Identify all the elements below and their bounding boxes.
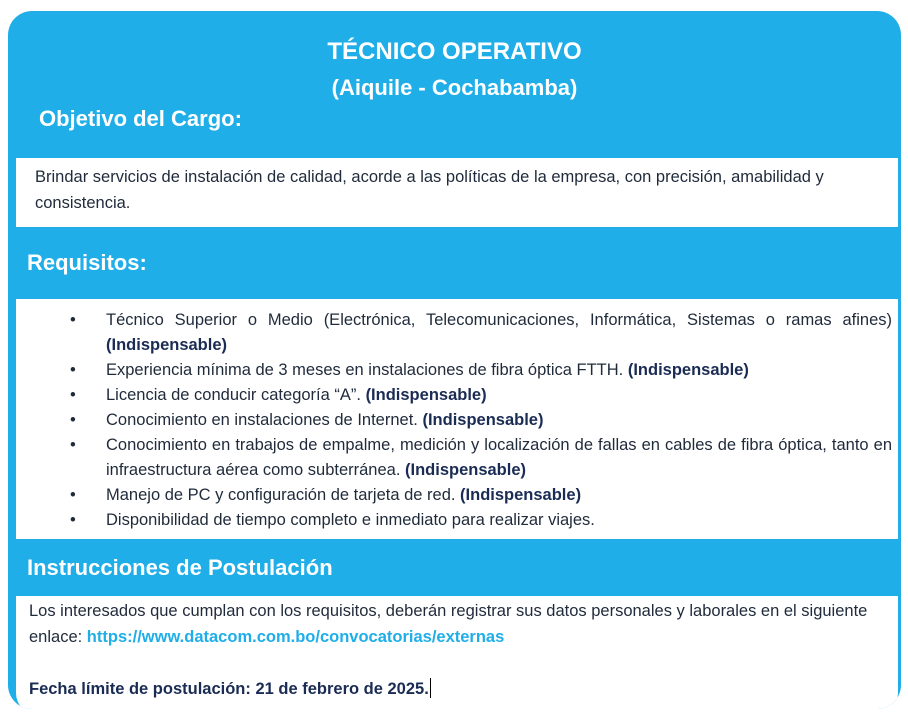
instrucciones-text xyxy=(29,598,889,650)
deadline-text xyxy=(29,676,431,702)
requisito-tag: (Indispensable) xyxy=(365,386,487,404)
text-cursor xyxy=(430,678,431,698)
requisito-item xyxy=(70,483,892,508)
bullet-icon: • xyxy=(70,386,76,404)
requisito-item xyxy=(70,358,892,383)
requisito-tag: (Indispensable) xyxy=(405,461,527,479)
job-posting-card xyxy=(8,11,901,709)
requisito-text: Experiencia mínima de 3 meses en instalaciones de fibra óptica FTTH. xyxy=(106,361,628,379)
instrucciones-heading: Instrucciones de Postulación xyxy=(27,555,333,580)
application-link[interactable]: https://www.datacom.com.bo/convocatorias/externas xyxy=(86,628,505,646)
requisito-text: Licencia de conducir categoría “A”. xyxy=(106,386,366,404)
requisitos-list xyxy=(70,308,892,533)
requisito-tag: (Indispensable) xyxy=(460,486,582,504)
bullet-icon: • xyxy=(70,486,76,504)
requisito-item xyxy=(70,508,892,533)
requisito-item xyxy=(70,308,892,358)
requisito-tag: (Indispensable) xyxy=(422,411,544,429)
bullet-icon: • xyxy=(70,361,76,379)
job-location: (Aiquile - Cochabamba) xyxy=(331,75,578,100)
requisito-text: Disponibilidad de tiempo completo e inmediato para realizar viajes. xyxy=(106,511,595,529)
job-title: TÉCNICO OPERATIVO xyxy=(327,38,582,65)
requisito-text: Técnico Superior o Medio (Electrónica, Telecomunicaciones, Informática, Sistemas o ramas afines) xyxy=(106,311,892,329)
bullet-icon: • xyxy=(70,311,76,329)
objetivo-heading: Objetivo del Cargo: xyxy=(39,106,242,131)
bullet-icon: • xyxy=(70,436,76,454)
requisitos-heading: Requisitos: xyxy=(27,250,147,275)
instrucciones-panel xyxy=(16,596,898,709)
requisito-text: Conocimiento en instalaciones de Internet. xyxy=(106,411,423,429)
requisito-item xyxy=(70,408,892,433)
objetivo-panel xyxy=(16,158,898,227)
requisito-text: Conocimiento en trabajos de empalme, medición y localización de fallas en cables de fibra óptica, tanto en infraestructura aérea como subterránea. xyxy=(106,436,892,479)
bullet-icon: • xyxy=(70,511,76,529)
requisito-item xyxy=(70,383,892,408)
requisitos-panel xyxy=(16,299,898,539)
requisito-text: Manejo de PC y configuración de tarjeta de red. xyxy=(106,486,461,504)
instrucciones-body: Los interesados que cumplan con los requisitos, deberán registrar sus datos personales y laborales en el siguiente enlace: xyxy=(29,602,868,646)
bullet-icon: • xyxy=(70,411,76,429)
requisito-tag: (Indispensable) xyxy=(627,361,749,379)
objetivo-text: Brindar servicios de instalación de calidad, acorde a las políticas de la empresa, con precisión, amabilidad y consistencia. xyxy=(35,168,824,212)
requisito-tag: (Indispensable) xyxy=(106,336,228,354)
requisito-item xyxy=(70,433,892,483)
deadline-label: Fecha límite de postulación: 21 de febrero de 2025. xyxy=(29,680,429,698)
